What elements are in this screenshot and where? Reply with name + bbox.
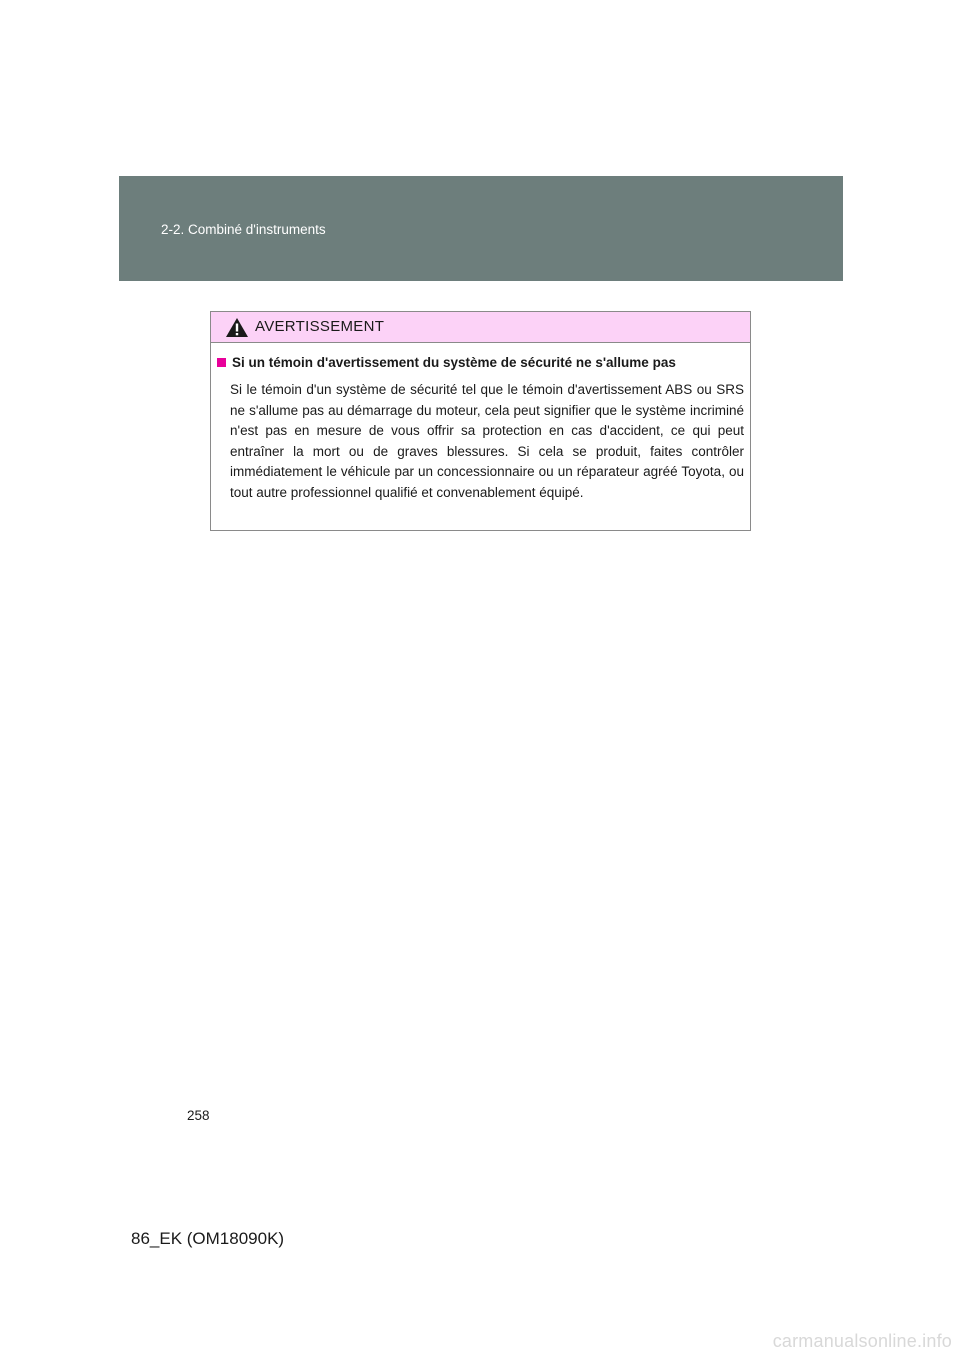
watermark: carmanualsonline.info	[772, 1331, 952, 1351]
warning-header	[211, 312, 750, 343]
warning-triangle-icon	[225, 317, 249, 338]
section-label: 2-2. Combiné d'instruments	[161, 222, 326, 237]
page-number: 258	[187, 1108, 210, 1123]
warning-body-text: Si le témoin d'un système de sécurité tel que le témoin d'avertissement ABS ou SRS ne s'allume pas au démarrage du moteur, cela peut signifier que le système incriminé n'est pas en mesure de vous offrir sa protection en cas d'accident, ce qui peut entraîner la mort ou de graves blessures. Si cela se produit, faites contrôler immédiatement le véhicule par un concessionnaire ou un réparateur agréé Toyota, ou tout autre professionnel qualifié et convenablement équipé.	[230, 382, 744, 500]
warning-section-title-text: Si un témoin d'avertissement du système de sécurité ne s'allume pas	[232, 355, 676, 370]
document-code: 86_EK (OM18090K)	[131, 1229, 285, 1248]
bullet-square-icon	[217, 358, 226, 367]
warning-title: AVERTISSEMENT	[255, 318, 385, 335]
warning-section-title	[217, 355, 676, 370]
section-header-bar	[119, 176, 843, 281]
warning-box	[210, 311, 751, 531]
